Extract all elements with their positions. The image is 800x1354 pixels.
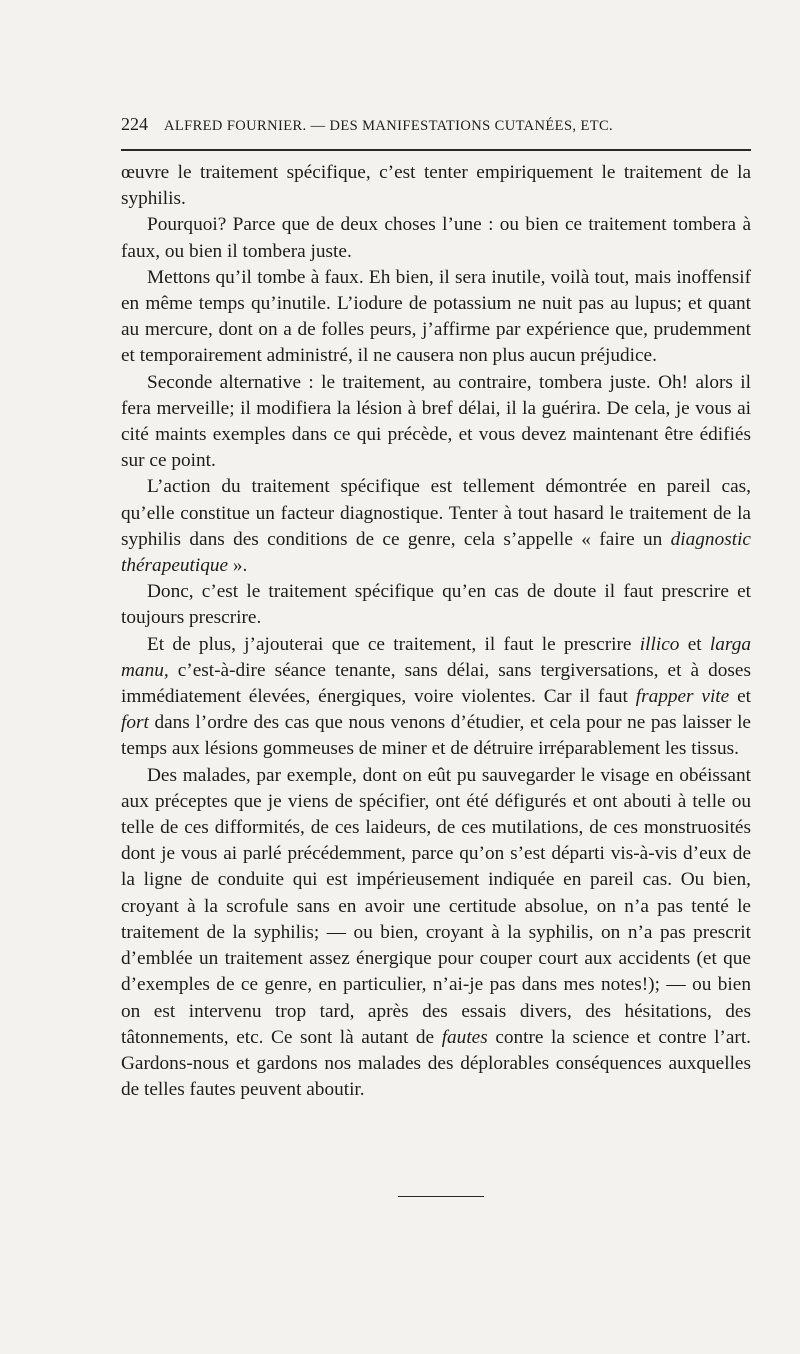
- text-run: contre la science et contre l’art. Gardons-nous et gardons nos malades des déplorables conséquences auxquelles de telles fautes peuvent aboutir.: [121, 1026, 751, 1101]
- italic-text: fautes: [441, 1026, 488, 1048]
- text-run: et: [729, 686, 751, 708]
- text-run: Et de plus, j’ajouterai que ce traitement, il faut le prescrire: [147, 633, 640, 655]
- paragraph: [121, 265, 751, 370]
- paragraph: [121, 474, 751, 579]
- text-run: L’action du traitement spécifique est tellement démontrée en pareil cas, qu’elle constitue un facteur diagnostique. Tenter à tout hasard le traitement de la syphilis dans des conditions de ce genre, cela s’appelle « faire un: [121, 476, 751, 550]
- paragraph: [121, 212, 751, 264]
- italic-text: larga manu,: [121, 633, 751, 681]
- italic-text: frapper vite: [635, 686, 730, 708]
- text-run: ».: [228, 555, 248, 577]
- end-rule: [398, 1196, 484, 1197]
- italic-text: illico: [639, 633, 680, 655]
- italic-text: fort: [121, 712, 149, 734]
- running-title: ALFRED FOURNIER. — DES MANIFESTATIONS CUTANÉES, ETC.: [164, 118, 614, 134]
- paragraph: [121, 370, 751, 475]
- text-run: Donc, c’est le traitement spécifique qu’en cas de doute il faut prescrire et toujours prescrire.: [121, 581, 751, 629]
- page-number: 224: [121, 114, 148, 134]
- italic-text: diagnostic thérapeutique: [121, 528, 751, 577]
- text-run: Pourquoi? Parce que de deux choses l’une : ou bien ce traitement tombera à faux, ou bien il tombera juste.: [121, 214, 751, 262]
- text-run: Des malades, par exemple, dont on eût pu sauvegarder le visage en obéissant aux préceptes que je viens de spécifier, ont été défigurés et ont abouti à telle ou telle de ces difformités, de ces laideurs, de ces mutilations, de ces monstruosités dont je vous ai parlé précédemment, parce qu’on s’est départi vis-à-vis d’eux de la ligne de conduite qui est impérieusement indiquée en pareil cas. Ou bien, croyant à la scrofule sans en avoir une certitude absolue, on n’a pas tenté le traitement de la syphilis; — ou bien, croyant à la syphilis, on n’a pas prescrit d’emblée un traitement assez énergique pour couper court aux accidents (et que d’exemples de ce genre, en particulier, n’ai-je pas dans mes notes!); — ou bien on est intervenu trop tard, après des essais divers, des hésitations, des tâtonnements, etc. Ce sont là autant de: [121, 764, 751, 1048]
- text-run: Mettons qu’il tombe à faux. Eh bien, il sera inutile, voilà tout, mais inoffensif en même temps qu’inutile. L’iodure de potassium ne nuit pas au lupus; et quant au mercure, dont on a de folles peurs, j’affirme par expérience que, prudemment et temporairement administré, il ne causera non plus aucun préjudice.: [121, 266, 751, 367]
- running-header: [121, 114, 751, 135]
- paragraph: [121, 632, 751, 763]
- paragraph: [121, 763, 751, 1104]
- text-run: œuvre le traitement spécifique, c’est tenter empiriquement le traitement de la syphilis.: [121, 162, 751, 210]
- paragraph: [121, 579, 751, 631]
- text-run: Seconde alternative : le traitement, au contraire, tombera juste. Oh! alors il fera merveille; il modifiera la lésion à bref délai, il la guérira. De cela, je vous ai cité maints exemples dans ce qui précède, et vous devez maintenant être édifiés sur ce point.: [121, 371, 751, 472]
- header-rule: [121, 149, 751, 151]
- text-run: dans l’ordre des cas que nous venons d’étudier, et cela pour ne pas laisser le temps aux lésions gommeuses de miner et de détruire irréparablement les tissus.: [121, 712, 751, 760]
- paragraph: [121, 160, 751, 212]
- body-text: [121, 160, 751, 1103]
- text-run: c’est-à-dire séance tenante, sans délai, sans tergiversations, et à doses immédiatement élevées, énergiques, voire violentes. Car il faut: [121, 659, 751, 708]
- text-run: et: [679, 633, 710, 655]
